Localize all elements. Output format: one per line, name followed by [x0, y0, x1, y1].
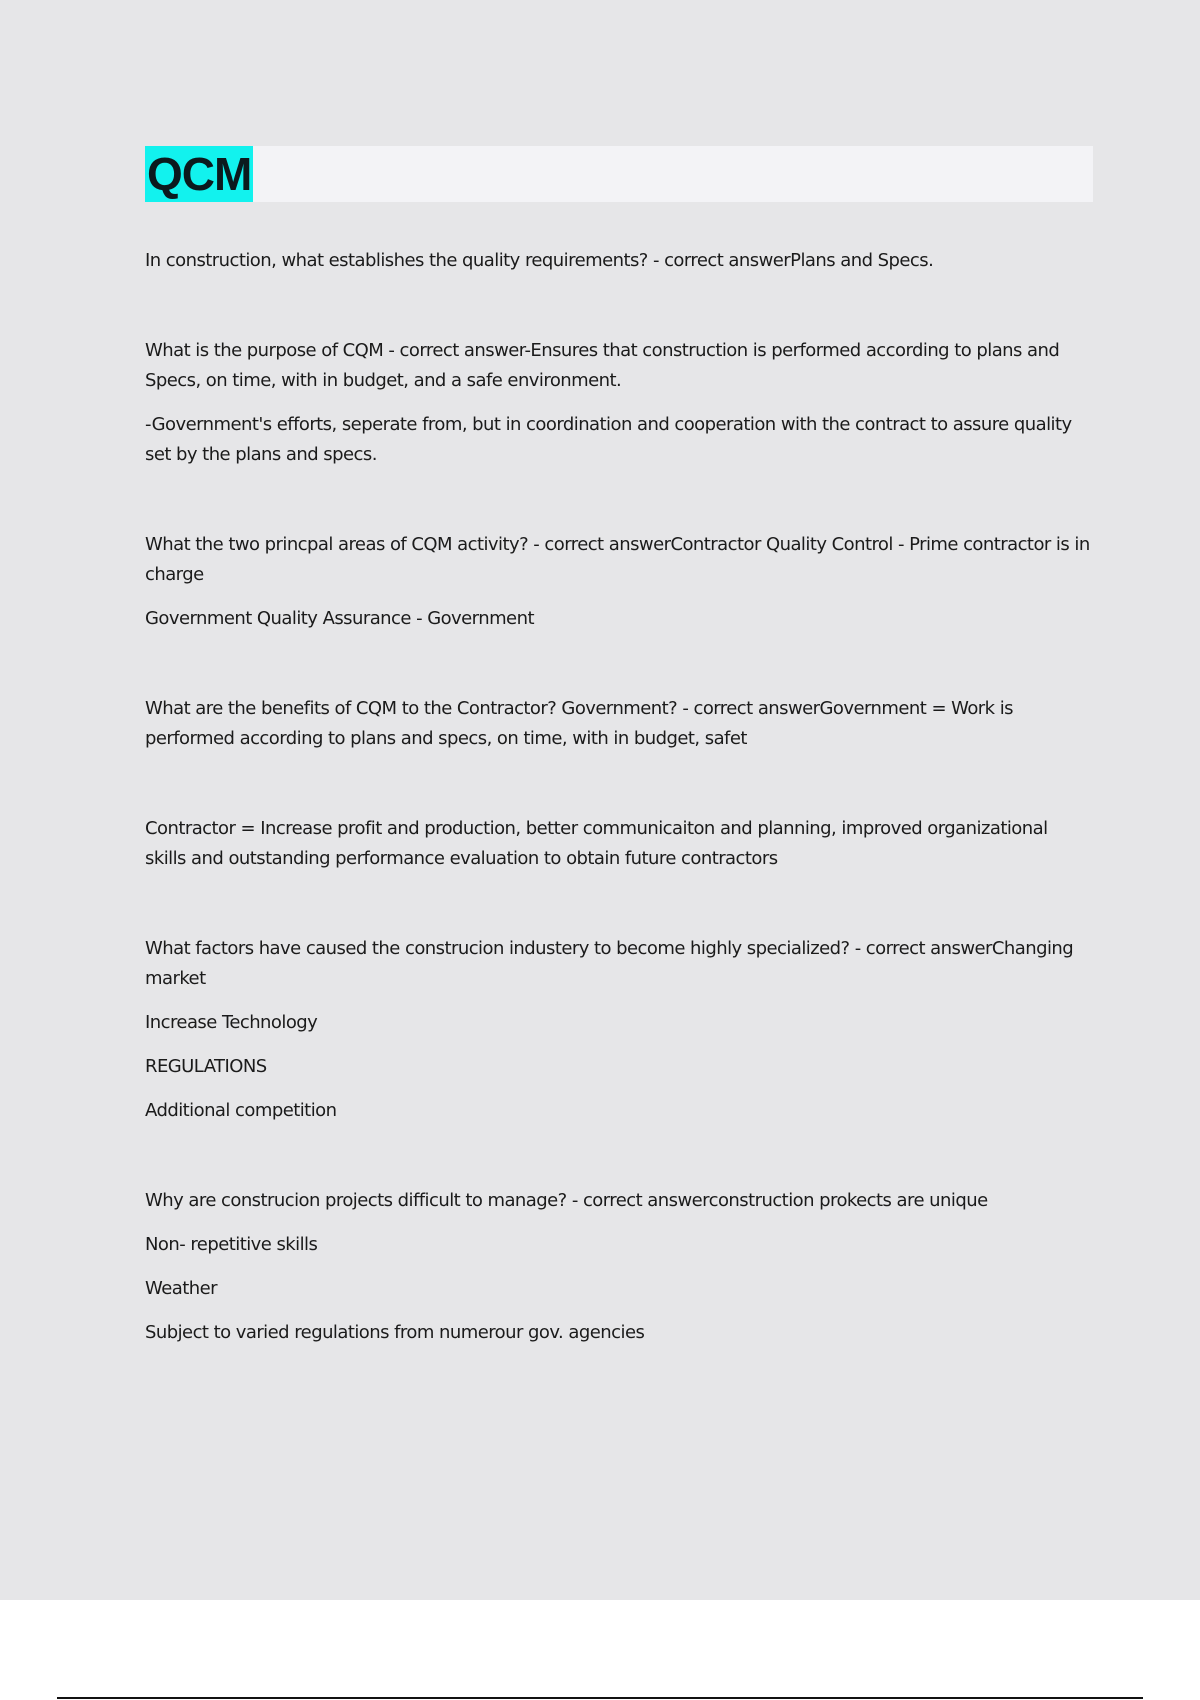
- paragraph-q4: What are the benefits of CQM to the Contractor? Government? - correct answerGovernment = Work is performed according to plans and specs, on time, with in budget, safet: [145, 698, 1013, 749]
- paragraph-q5: What factors have caused the construcion industery to become highly specialized? - correct answerChanging market: [145, 938, 1074, 989]
- paragraph-q5-item-1: Increase Technology: [145, 1012, 318, 1033]
- paragraph-q2-detail: -Government's efforts, seperate from, but in coordination and cooperation with the contract to assure quality set by the plans and specs.: [145, 414, 1072, 465]
- paragraph-q1: In construction, what establishes the quality requirements? - correct answerPlans and Specs.: [145, 250, 934, 271]
- paragraph-q6-item-3: Subject to varied regulations from numerour gov. agencies: [145, 1322, 645, 1343]
- paragraph-q2: What is the purpose of CQM - correct answer-Ensures that construction is performed according to plans and Specs, on time, with in budget, and a safe environment.: [145, 340, 1060, 391]
- paragraph-q6-item-2: Weather: [145, 1278, 217, 1299]
- title-bar: [145, 146, 1093, 202]
- paragraph-q5-item-2: REGULATIONS: [145, 1056, 267, 1077]
- paragraph-q3: What the two princpal areas of CQM activity? - correct answerContractor Quality Control - Prime contractor is in charge: [145, 534, 1090, 585]
- paragraph-q6: Why are construcion projects difficult to manage? - correct answerconstruction prokects are unique: [145, 1190, 988, 1211]
- document-content: [145, 246, 1090, 1348]
- paragraph-q4-detail: Contractor = Increase profit and production, better communicaiton and planning, improved organizational skills and outstanding performance evaluation to obtain future contractors: [145, 818, 1048, 869]
- document-title: QCM: [147, 148, 252, 200]
- paragraph-q6-item-1: Non- repetitive skills: [145, 1234, 318, 1255]
- paragraph-q5-item-3: Additional competition: [145, 1100, 337, 1121]
- footer-divider: [57, 1697, 1143, 1699]
- paragraph-q3-detail: Government Quality Assurance - Government: [145, 608, 534, 629]
